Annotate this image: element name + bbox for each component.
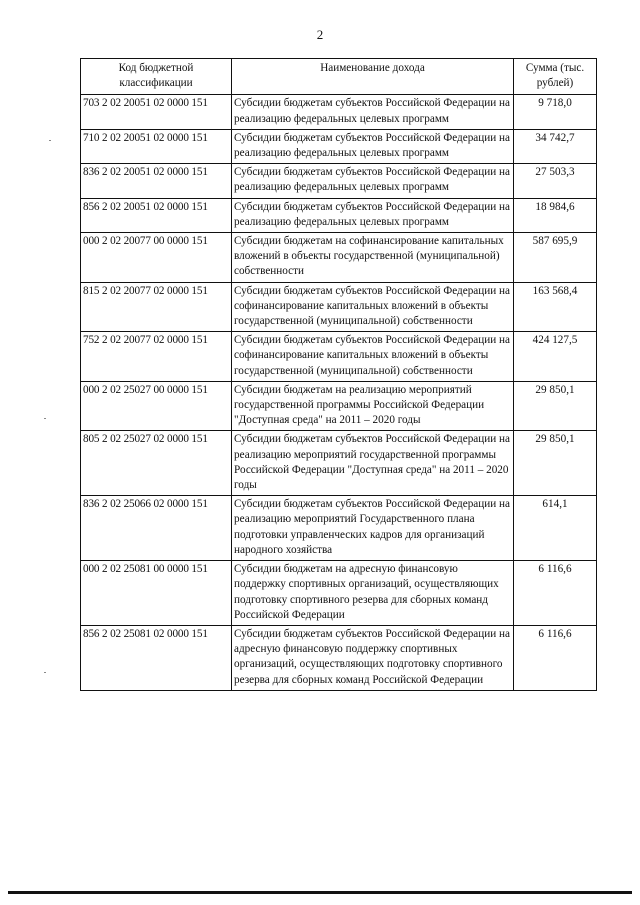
income-name-cell: Субсидии бюджетам субъектов Российской Федерации на адресную финансовую поддержку спортивных организаций, осуществляющих подготовку спортивного резерва для сборных команд Российской Федерации: [232, 625, 514, 690]
table-row: [81, 282, 597, 332]
income-name-cell: Субсидии бюджетам на адресную финансовую поддержку спортивных организаций, осуществляющих подготовку спортивного резерва для сборных команд Российской Федерации: [232, 561, 514, 626]
income-name-cell: Субсидии бюджетам субъектов Российской Федерации на реализацию федеральных целевых программ: [232, 95, 514, 129]
sum-cell: 6 116,6: [514, 561, 597, 626]
scan-margin-mark: [44, 672, 46, 673]
budget-code-cell: 805 2 02 25027 02 0000 151: [81, 431, 232, 496]
income-name-cell: Субсидии бюджетам субъектов Российской Федерации на реализацию федеральных целевых программ: [232, 129, 514, 163]
header-name: Наименование дохода: [232, 59, 514, 95]
budget-code-cell: 836 2 02 25066 02 0000 151: [81, 496, 232, 561]
budget-code-cell: 703 2 02 20051 02 0000 151: [81, 95, 232, 129]
income-name-cell: Субсидии бюджетам на реализацию мероприятий государственной программы Российской Федерации "Доступная среда" на 2011 – 2020 годы: [232, 381, 514, 431]
scan-margin-mark: [49, 140, 51, 141]
income-name-cell: Субсидии бюджетам на софинансирование капитальных вложений в объекты государственной (муниципальной) собственности: [232, 233, 514, 283]
income-name-cell: Субсидии бюджетам субъектов Российской Федерации на софинансирование капитальных вложений в объекты государственной (муниципальной) собственности: [232, 282, 514, 332]
table-row: [81, 431, 597, 496]
income-name-cell: Субсидии бюджетам субъектов Российской Федерации на софинансирование капитальных вложений в объекты государственной (муниципальной) собственности: [232, 332, 514, 382]
sum-cell: 424 127,5: [514, 332, 597, 382]
budget-code-cell: 000 2 02 20077 00 0000 151: [81, 233, 232, 283]
page-bottom-rule: [8, 891, 632, 894]
budget-code-cell: 710 2 02 20051 02 0000 151: [81, 129, 232, 163]
budget-code-cell: 000 2 02 25081 00 0000 151: [81, 561, 232, 626]
table-row: [81, 129, 597, 163]
table-row: [81, 561, 597, 626]
budget-code-cell: 752 2 02 20077 02 0000 151: [81, 332, 232, 382]
sum-cell: 18 984,6: [514, 198, 597, 232]
budget-code-cell: 836 2 02 20051 02 0000 151: [81, 164, 232, 198]
income-name-cell: Субсидии бюджетам субъектов Российской Федерации на реализацию федеральных целевых программ: [232, 198, 514, 232]
table-row: [81, 496, 597, 561]
table-row: [81, 332, 597, 382]
header-sum: Сумма (тыс. рублей): [514, 59, 597, 95]
table-row: [81, 95, 597, 129]
income-name-cell: Субсидии бюджетам субъектов Российской Федерации на реализацию мероприятий государственной программы Российской Федерации "Доступная среда" на 2011 – 2020 годы: [232, 431, 514, 496]
table-row: [81, 381, 597, 431]
sum-cell: 29 850,1: [514, 431, 597, 496]
sum-cell: 614,1: [514, 496, 597, 561]
sum-cell: 9 718,0: [514, 95, 597, 129]
table-header-row: [81, 59, 597, 95]
sum-cell: 29 850,1: [514, 381, 597, 431]
table-row: [81, 625, 597, 690]
budget-code-cell: 000 2 02 25027 00 0000 151: [81, 381, 232, 431]
sum-cell: 587 695,9: [514, 233, 597, 283]
header-code: Код бюджетной классификации: [81, 59, 232, 95]
sum-cell: 27 503,3: [514, 164, 597, 198]
sum-cell: 6 116,6: [514, 625, 597, 690]
table-row: [81, 233, 597, 283]
budget-code-cell: 856 2 02 20051 02 0000 151: [81, 198, 232, 232]
income-name-cell: Субсидии бюджетам субъектов Российской Федерации на реализацию мероприятий Государственного плана подготовки управленческих кадров для организаций народного хозяйства: [232, 496, 514, 561]
income-name-cell: Субсидии бюджетам субъектов Российской Федерации на реализацию федеральных целевых программ: [232, 164, 514, 198]
sum-cell: 34 742,7: [514, 129, 597, 163]
income-table: [80, 58, 597, 691]
table-row: [81, 198, 597, 232]
budget-code-cell: 856 2 02 25081 02 0000 151: [81, 625, 232, 690]
sum-cell: 163 568,4: [514, 282, 597, 332]
budget-code-cell: 815 2 02 20077 02 0000 151: [81, 282, 232, 332]
scan-margin-mark: [44, 418, 46, 419]
table-row: [81, 164, 597, 198]
page-number: 2: [316, 27, 324, 42]
